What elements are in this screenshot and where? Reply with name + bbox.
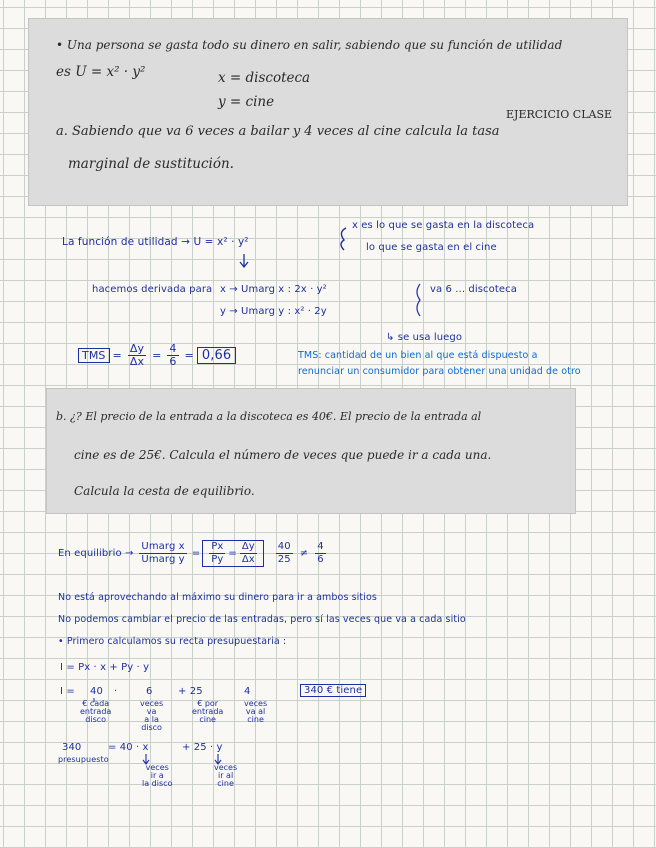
annotation-4: veces va al cine <box>244 699 268 724</box>
photo-a-line-3: y = cine <box>218 94 275 110</box>
note-line-2: No podemos cambiar el precio de las entradas, pero sí las veces que va a cada sitio <box>58 614 466 625</box>
budget-eq2-sub: presupuesto <box>58 755 109 764</box>
budget-eq-40: 40 <box>90 686 103 697</box>
budget-eq-4: 4 <box>244 686 251 697</box>
photo-a-line-2b: x = discoteca <box>218 70 311 86</box>
tms-equation: TMS = $\frac{\Delta y}{\Delta x}$ = $\frac{4}{6}$ = 0,66 <box>78 343 236 368</box>
photo-b-line-1: b. ¿? El precio de la entrada a la discoteca es 40€. El precio de la entrada al <box>56 410 482 423</box>
price-values: $\frac{40}{25}$ <box>277 541 291 565</box>
budget-eq-I: I = <box>60 686 75 697</box>
annotation-x: veces ir a la disco <box>142 763 173 788</box>
equilibrium-label: En equilibrio → <box>58 548 134 559</box>
photo-b-line-2: cine es de 25€. Calcula el número de veces que puede ir a cada una. <box>74 448 492 462</box>
annotation-25: € por entrada cine <box>192 699 224 724</box>
down-arrow-x <box>143 754 149 764</box>
price-ratio: $\frac{Px}{Py}$ <box>211 541 224 565</box>
budget-eq-25: + 25 <box>178 686 203 697</box>
brace-mark <box>341 228 346 250</box>
delta-ratio: $\frac{\Delta y}{\Delta x}$ <box>241 541 255 565</box>
photo-a-line-5: marginal de sustitución. <box>68 156 234 172</box>
utility-ratio: $\frac{\text{Umarg x}}{\text{Umarg y}}$ <box>141 541 185 565</box>
used-later-note: ↳ se usa luego <box>386 332 463 343</box>
budget-eq-dot: · <box>114 686 118 697</box>
tms-label: TMS <box>78 348 110 363</box>
deriv-brace <box>417 284 420 316</box>
budget-eq2-right: + 25 · y <box>182 742 223 753</box>
annotation-6: veces va a la disco <box>140 699 164 732</box>
tms-fraction-symbolic: $\frac{\Delta y}{\Delta x}$ <box>129 342 145 368</box>
note-line-1: No está aprovechando al máximo su dinero para ir a ambos sitios <box>58 592 377 603</box>
budget-result: 340 € tiene <box>300 684 366 697</box>
photo-a-line-2: es U = x² · y² <box>56 64 146 80</box>
note-line-3: • Primero calculamos su recta presupuestaria : <box>58 636 287 647</box>
derivative-note: va 6 ... discoteca <box>430 284 517 295</box>
quantity-values: $\frac{4}{6}$ <box>317 541 324 565</box>
derivative-label: hacemos derivada para <box>92 284 213 295</box>
exercise-label: EJERCICIO CLASE <box>506 108 613 121</box>
equilibrium-equation: En equilibrio → $\frac{\text{Umarg x}}{\text{Umarg y}}$ = $\frac{Px}{Py}$ = $\frac{\Delta y}{\Delta x}$ $\frac{40}{25}$ ≠ $\frac{4}{6}$ <box>58 541 324 565</box>
photo-b-line-3: Calcula la cesta de equilibrio. <box>74 484 255 498</box>
derivative-x: x → Umarg x : 2x · y² <box>220 284 327 295</box>
budget-line-formula: I = Px · x + Py · y <box>60 662 150 673</box>
photo-a-line-1: • Una persona se gasta todo su dinero en salir, sabiendo que su función de utilidad <box>56 38 563 52</box>
budget-eq2-left: 340 <box>62 742 82 753</box>
utility-function-note: La función de utilidad → U = x² · y² <box>62 236 249 248</box>
tms-result: 0,66 <box>197 347 236 364</box>
price-ratio-box: $\frac{Px}{Py}$ = $\frac{\Delta y}{\Delta x}$ <box>202 540 264 567</box>
budget-eq-6: 6 <box>146 686 153 697</box>
annotation-40: € cada entrada disco <box>80 699 112 724</box>
budget-eq2-mid: = 40 · x <box>108 742 149 753</box>
annotation-y: veces ir al cine <box>214 763 238 788</box>
down-arrow-y <box>215 754 221 764</box>
brace-note-y: lo que se gasta en el cine <box>366 242 497 253</box>
tms-definition-1: TMS: cantidad de un bien al que está dispuesto a <box>298 350 538 361</box>
tms-fraction-values: $\frac{4}{6}$ <box>169 342 177 368</box>
brace-note-x: x es lo que se gasta en la discoteca <box>352 220 535 231</box>
down-arrow-1 <box>240 254 248 267</box>
photo-a-line-4: a. Sabiendo que va 6 veces a bailar y 4 veces al cine calcula la tasa <box>56 124 500 139</box>
tms-definition-2: renunciar un consumidor para obtener una unidad de otro <box>298 366 581 377</box>
derivative-y: y → Umarg y : x² · 2y <box>220 306 327 317</box>
